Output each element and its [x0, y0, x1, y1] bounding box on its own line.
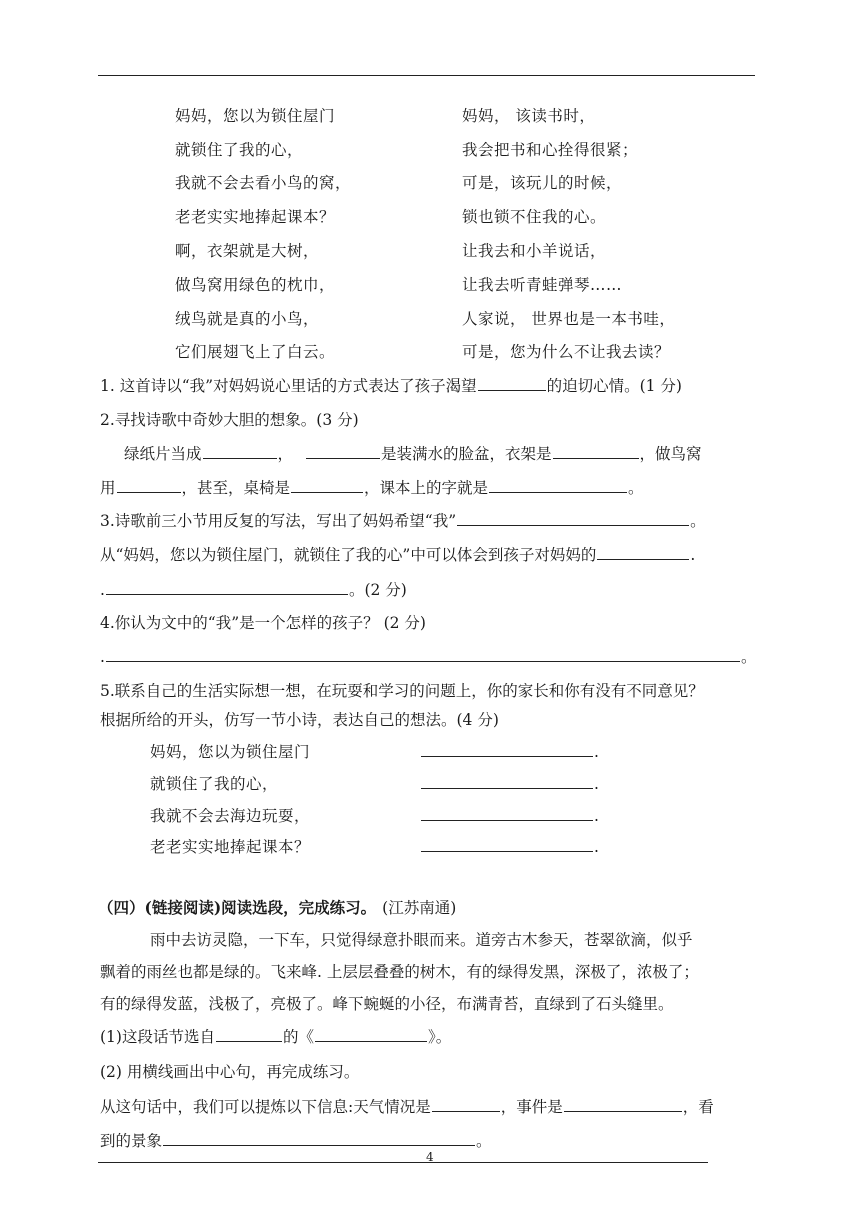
question-text: 。	[628, 479, 644, 497]
verse-prompt: 老老实实地捧起课本？	[150, 838, 311, 856]
passage-line: 飘着的雨丝也都是绿的。飞来峰. 上层层叠叠的树木，有的绿得发黑，深极了，浓极了；	[100, 963, 699, 981]
question-3-line-2	[100, 545, 695, 565]
verse-prompt: 妈妈，您以为锁住屋门	[150, 743, 311, 761]
poem-line: 可是，您为什么不让我去读？	[462, 343, 671, 361]
poem-line: 啊，衣架就是大树，	[175, 242, 320, 260]
question-text: ，课本上的字就是	[364, 479, 489, 497]
question-text: 到的景象	[100, 1132, 163, 1150]
question-text: 。(2 分)	[348, 581, 407, 599]
verse-answer: .	[420, 774, 599, 794]
verse-prompt: 就锁住了我的心，	[150, 775, 279, 793]
poem-line: 绒鸟就是真的小鸟，	[175, 310, 320, 328]
poem-line: 让我去和小羊说话，	[462, 242, 607, 260]
question-text: 的《	[282, 1028, 314, 1046]
question-4-answer-line	[100, 647, 756, 667]
poem-line: 锁也锁不住我的心。	[462, 208, 607, 226]
answer-blank[interactable]	[117, 478, 181, 493]
question-3-line-1	[100, 511, 706, 531]
answer-blank[interactable]	[163, 1131, 475, 1146]
section-4-heading	[98, 898, 456, 918]
footer-rule	[98, 1162, 708, 1163]
answer-blank[interactable]	[291, 478, 363, 493]
answer-blank[interactable]	[553, 444, 639, 459]
question-1	[100, 376, 682, 396]
section-title: （四）(链接阅读)阅读选段，完成练习。	[98, 898, 377, 917]
question-text: 。	[690, 512, 706, 530]
header-rule	[98, 75, 755, 76]
question-text: 》。	[427, 1028, 452, 1046]
passage-line: 雨中去访灵隐，一下车，只觉得绿意扑眼而来。道旁古木参天，苍翠欲滴，似乎	[150, 931, 693, 949]
answer-blank[interactable]	[106, 647, 740, 662]
poem-line: 我会把书和心拴得很紧；	[462, 141, 639, 159]
question-5-line-2: 根据所给的开头，仿写一节小诗，表达自己的想法。(4 分)	[100, 711, 499, 729]
question-text: (1)这段话节选自	[100, 1028, 215, 1046]
answer-blank[interactable]	[421, 742, 593, 757]
answer-blank[interactable]	[421, 774, 593, 789]
question-text: 。	[476, 1132, 492, 1150]
poem-line: 妈妈，您以为锁住屋门	[175, 107, 336, 125]
answer-blank[interactable]	[421, 806, 593, 821]
question-text: ，	[277, 445, 294, 463]
verse-prompt: 我就不会去海边玩耍，	[150, 807, 311, 825]
answer-blank[interactable]	[315, 1027, 427, 1042]
poem-line: 妈妈， 该读书时，	[462, 107, 596, 125]
question-2-title: 2.寻找诗歌中奇妙大胆的想象。(3 分)	[100, 411, 359, 429]
question-5-line-1: 5.联系自己的生活实际想一想，在玩耍和学习的问题上，你的家长和你有没有不同意见？	[100, 682, 704, 700]
poem-line: 人家说， 世界也是一本书哇，	[462, 310, 676, 328]
question-2-line-1	[124, 444, 702, 464]
question-text: 3.诗歌前三小节用反复的写法，写出了妈妈希望“我”	[100, 512, 457, 530]
answer-blank[interactable]	[216, 1027, 282, 1042]
answer-blank[interactable]	[489, 478, 627, 493]
question-text: ，做鸟窝	[639, 445, 702, 463]
poem-line: 做鸟窝用绿色的枕巾，	[175, 276, 336, 294]
question-4-title: 4.你认为文中的“我”是一个怎样的孩子？ (2 分)	[100, 614, 426, 632]
question-text: ，看	[682, 1098, 714, 1116]
question-text: 从这句话中，我们可以提炼以下信息:天气情况是	[100, 1098, 431, 1116]
verse-answer: .	[420, 806, 599, 826]
answer-blank[interactable]	[421, 837, 593, 852]
section-4-question-1	[100, 1027, 451, 1047]
answer-blank[interactable]	[203, 444, 277, 459]
question-text: 绿纸片当成	[124, 445, 202, 463]
poem-line: 可是，该玩儿的时候，	[462, 174, 623, 192]
verse-answer: .	[420, 837, 599, 857]
question-2-line-2	[100, 478, 644, 498]
answer-blank[interactable]	[106, 580, 348, 595]
answer-blank[interactable]	[457, 511, 689, 526]
question-text: .	[100, 648, 105, 666]
answer-blank[interactable]	[432, 1097, 500, 1112]
question-text: ，事件是	[500, 1098, 563, 1116]
question-text: 的迫切心情。(1 分)	[546, 377, 682, 395]
answer-blank[interactable]	[564, 1097, 682, 1112]
question-text: .	[100, 581, 105, 599]
question-text: 。	[740, 648, 757, 666]
section-4-question-2: (2) 用横线画出中心句，再完成练习。	[100, 1063, 360, 1081]
answer-blank[interactable]	[306, 444, 380, 459]
poem-line: 我就不会去看小鸟的窝，	[175, 174, 352, 192]
poem-line: 它们展翅飞上了白云。	[175, 343, 336, 361]
question-text: ，甚至，桌椅是	[181, 479, 291, 497]
answer-blank[interactable]	[597, 545, 689, 560]
question-text: 1. 这首诗以“我”对妈妈说心里话的方式表达了孩子渴望	[100, 377, 477, 395]
question-text: .	[690, 546, 696, 564]
passage-line: 有的绿得发蓝，浅极了，亮极了。峰下蜿蜒的小径，布满青苔，直绿到了石头缝里。	[100, 995, 674, 1013]
question-text: 用	[100, 479, 116, 497]
section-source: (江苏南通)	[382, 899, 457, 917]
question-3-line-3	[100, 580, 407, 600]
verse-answer: .	[420, 742, 599, 762]
answer-blank[interactable]	[478, 376, 546, 391]
poem-line: 就锁住了我的心，	[175, 141, 304, 159]
question-text: 是装满水的脸盆，衣架是	[381, 445, 552, 463]
section-4-question-3-line-1	[100, 1097, 714, 1117]
poem-line: 让我去听青蛙弹琴……	[462, 276, 623, 294]
poem-line: 老老实实地捧起课本？	[175, 208, 336, 226]
section-4-question-3-line-2	[100, 1131, 492, 1151]
question-text: 从“妈妈，您以为锁住屋门，就锁住了我的心”中可以体会到孩子对妈妈的	[100, 546, 597, 564]
page-number: 4	[426, 1150, 434, 1164]
